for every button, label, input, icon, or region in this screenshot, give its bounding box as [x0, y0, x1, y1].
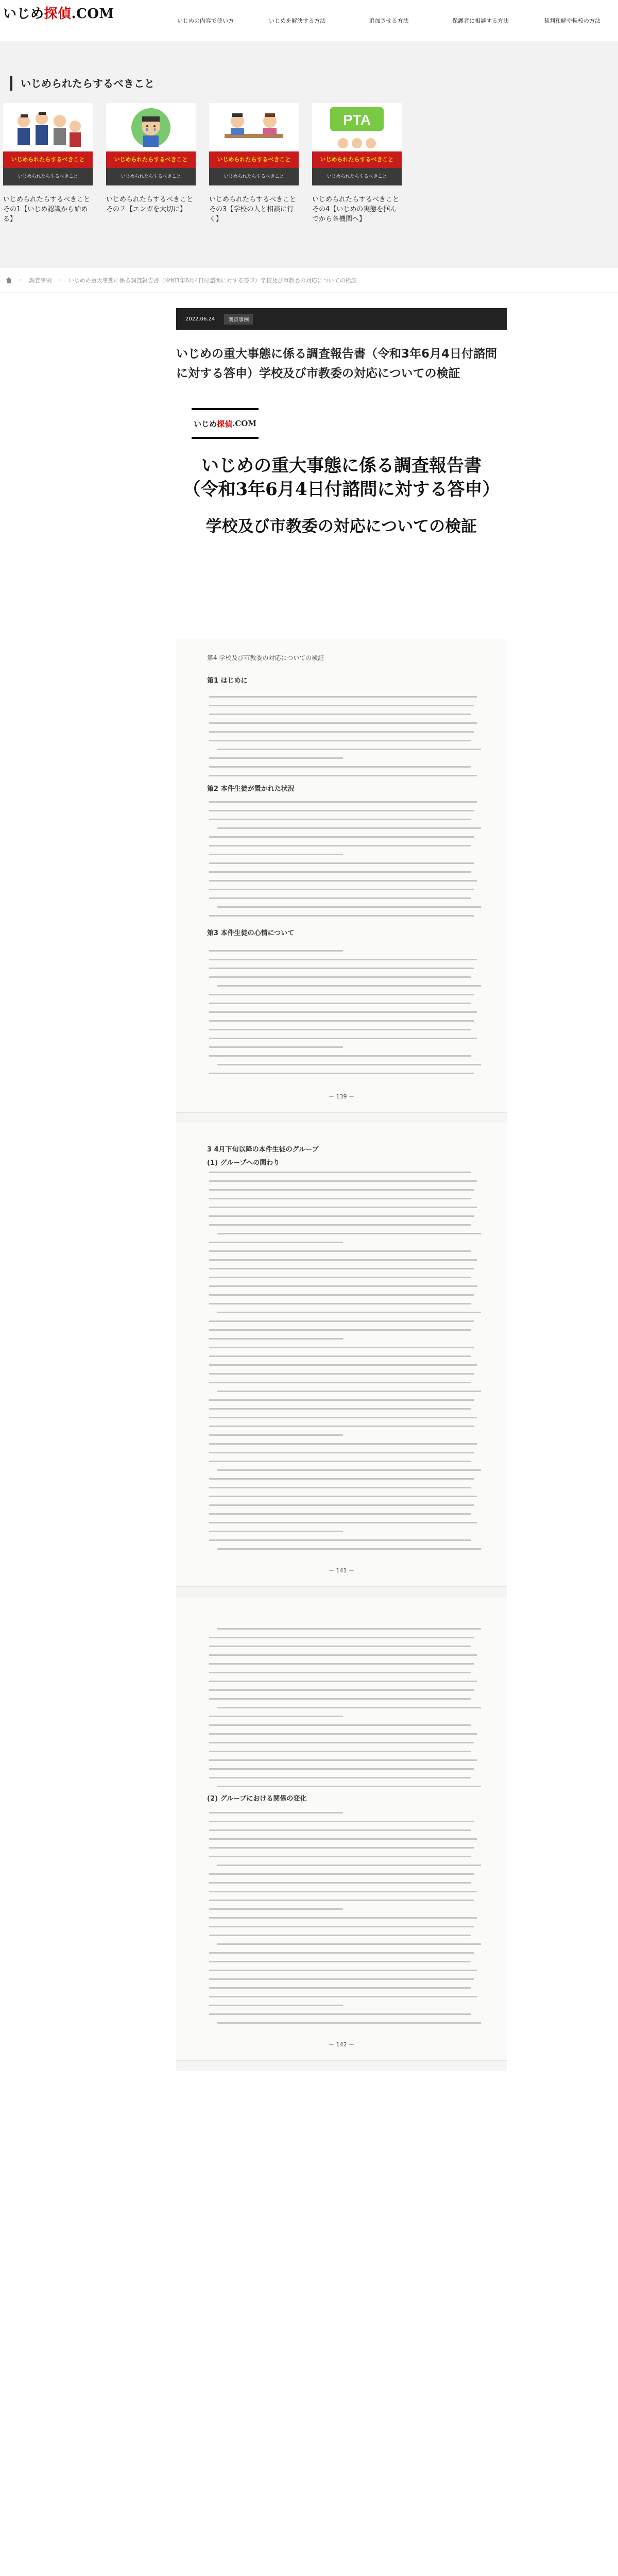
scan-text-line	[209, 897, 471, 899]
scan-section-heading: 第1 はじめに	[207, 677, 248, 685]
scan-text-line	[209, 1672, 471, 1673]
card-thumbnail	[106, 103, 196, 185]
consultation-illustration-icon	[209, 103, 299, 155]
card-title: いじめられたらするべきことその1【いじめ認識から始める】	[3, 196, 91, 223]
hero-logo	[192, 408, 259, 439]
scan-text-line	[209, 1073, 474, 1074]
students-illustration-icon	[3, 103, 93, 155]
scan-text-line	[217, 749, 481, 750]
scan-text-line	[209, 1364, 477, 1366]
nav-item-1[interactable]: いじめの内容で使い方	[177, 18, 234, 24]
scan-text-line	[209, 1338, 343, 1340]
scan-page-number: － 139 －	[329, 1093, 354, 1100]
article-meta-bar	[176, 308, 507, 330]
scan-text-line	[209, 1399, 474, 1401]
scan-text-line	[209, 1408, 471, 1410]
scan-text-line	[209, 1961, 471, 1962]
scan-text-line	[209, 1900, 474, 1901]
scan-text-line	[209, 889, 474, 890]
scan-text-line	[209, 959, 477, 960]
scan-text-line	[209, 1689, 474, 1691]
scan-section-heading: (2) グループにおける関係の変化	[207, 1795, 307, 1803]
scan-text-line	[209, 1777, 471, 1778]
scanned-report-image	[176, 639, 507, 2071]
scan-text-line	[209, 1917, 477, 1919]
scan-text-line	[217, 985, 481, 987]
card-sub-band: いじめられたらするべきこと	[209, 168, 299, 185]
scan-text-line	[209, 1207, 477, 1208]
scan-text-line	[209, 1637, 474, 1638]
breadcrumb-item-current: いじめの重大事態に係る調査報告書（令和3年6月4日付諮問に対する答申）学校及び市教委の対応についての検証	[68, 277, 357, 284]
article-title: いじめの重大事態に係る調査報告書（令和3年6月4日付諮問に対する答申）学校及び市教委の対応についての検証	[176, 347, 497, 380]
featured-card[interactable]	[3, 103, 93, 224]
scan-text-line	[209, 1382, 471, 1383]
crying-child-icon	[106, 103, 196, 155]
logo-text: いじめ	[3, 6, 44, 22]
scan-text-line	[209, 1259, 477, 1261]
scan-text-line	[209, 1198, 471, 1199]
featured-card[interactable]	[209, 103, 299, 224]
scan-text-line	[209, 1020, 474, 1022]
scan-text-line	[209, 1029, 471, 1030]
scan-text-line	[209, 1046, 343, 1048]
scan-text-line	[209, 1443, 477, 1445]
card-title: いじめられたらするべきことその3【学校の人と相談に行く】	[209, 196, 297, 223]
site-logo[interactable]	[3, 3, 114, 22]
scan-section-heading: 第2 本件生徒が置かれた状況	[207, 785, 295, 793]
scan-text-line	[209, 1417, 477, 1418]
scan-text-line	[209, 1724, 471, 1726]
scan-section-heading: 第3 本件生徒の心情について	[207, 929, 295, 937]
featured-card[interactable]	[106, 103, 196, 214]
card-band: いじめられたらするべきこと	[209, 151, 299, 168]
scan-text-line	[209, 1856, 471, 1857]
scan-text-line	[209, 1996, 477, 1997]
scan-text-line	[209, 1487, 471, 1488]
card-sub-band: いじめられたらするべきこと	[106, 168, 196, 185]
scan-text-line	[209, 731, 474, 733]
scan-text-line	[209, 1303, 471, 1304]
scan-text-line	[209, 801, 477, 803]
scan-text-line	[209, 836, 474, 838]
card-band: いじめられたらするべきこと	[3, 151, 93, 168]
scan-text-line	[209, 968, 474, 969]
scan-text-line	[209, 1847, 474, 1849]
article-date: 2022.06.24	[185, 316, 215, 322]
hero-title-line-2: （令和3年6月4日付諮問に対する答申）	[183, 479, 500, 500]
card-band: いじめられたらするべきこと	[312, 151, 402, 168]
scan-text-line	[209, 1654, 477, 1656]
scan-text-line	[209, 1829, 471, 1831]
scan-text-line	[209, 1496, 477, 1497]
scan-text-line	[209, 1285, 477, 1287]
scan-text-line	[209, 1011, 477, 1013]
scan-text-line	[209, 819, 471, 820]
article-category[interactable]: 調査事例	[224, 314, 253, 325]
scan-text-line	[209, 1838, 477, 1840]
hero-logo-red: 探偵	[217, 419, 233, 429]
pta-sign-icon	[312, 103, 402, 155]
scan-text-line	[209, 2013, 471, 2015]
scan-page	[176, 1123, 507, 1587]
scan-text-line	[209, 1504, 474, 1506]
scan-text-line	[209, 766, 471, 768]
scan-page	[176, 639, 507, 1113]
scan-text-line	[209, 1531, 343, 1532]
scan-text-line	[217, 1064, 481, 1065]
scan-section-heading: (1) グループへの関わり	[207, 1159, 280, 1167]
scan-text-line	[209, 871, 471, 873]
global-nav	[160, 0, 618, 41]
scan-text-line	[209, 1215, 474, 1217]
scan-text-line	[209, 1926, 474, 1927]
scan-text-line	[209, 1952, 474, 1954]
scan-text-line	[209, 1908, 343, 1910]
scan-page-number: － 141 －	[329, 1567, 354, 1574]
scan-text-line	[209, 1242, 343, 1243]
scan-text-line	[209, 1716, 343, 1717]
scan-text-line	[209, 845, 471, 846]
scan-text-line	[209, 880, 477, 882]
featured-title: いじめられたらするべきこと	[10, 76, 154, 91]
scan-text-line	[209, 1434, 343, 1436]
scan-text-line	[209, 2005, 343, 2006]
scan-text-line	[209, 1978, 474, 1980]
scan-text-line	[217, 1943, 481, 1945]
scan-text-line	[209, 722, 477, 724]
scan-text-line	[209, 1882, 471, 1884]
scan-text-line	[217, 827, 481, 829]
scan-text-line	[209, 1513, 471, 1515]
scan-text-line	[209, 1873, 474, 1875]
scan-text-line	[217, 1233, 481, 1234]
breadcrumb-item-category[interactable]: 調査事例	[29, 277, 52, 284]
scan-section-heading: 3 4月下旬以降の本件生徒のグループ	[207, 1146, 319, 1154]
scan-text-line	[209, 1320, 474, 1322]
scan-text-line	[209, 950, 343, 952]
scan-text-line	[209, 1426, 474, 1427]
card-title: いじめられたらするべきことその２【エンガを大切に】	[106, 196, 194, 213]
scan-text-line	[209, 1452, 474, 1453]
article	[176, 308, 507, 557]
scan-text-line	[209, 1180, 477, 1182]
scan-page	[176, 1597, 507, 2061]
logo-red-text: 探偵	[44, 6, 72, 22]
article-hero-image	[176, 408, 507, 557]
scan-text-line	[209, 1698, 471, 1700]
scan-text-line	[209, 1329, 471, 1331]
scan-text-line	[209, 1003, 471, 1004]
scan-text-line	[209, 1268, 474, 1269]
scan-text-line	[209, 1733, 477, 1735]
scan-text-line	[209, 1742, 474, 1743]
scan-text-line	[209, 1681, 477, 1682]
scan-text-line	[209, 696, 477, 698]
scan-text-line	[209, 1294, 474, 1296]
card-sub-band: いじめられたらするべきこと	[3, 168, 93, 185]
scan-text-line	[209, 714, 471, 715]
scan-text-line	[209, 775, 477, 776]
hero-logo-suffix: .COM	[232, 419, 256, 428]
nav-item-3[interactable]: 追加させる方法	[369, 18, 409, 24]
scan-text-line	[209, 1821, 474, 1822]
nav-item-4[interactable]: 保護者に相談する方法	[452, 18, 509, 24]
scan-text-line	[209, 740, 471, 741]
scan-text-line	[209, 1172, 471, 1173]
featured-card[interactable]	[312, 103, 402, 224]
scan-text-line	[217, 1391, 481, 1392]
scan-text-line	[209, 976, 471, 978]
scan-text-line	[209, 1759, 477, 1761]
card-band: いじめられたらするべきこと	[106, 151, 196, 168]
card-thumbnail	[209, 103, 299, 185]
hero-logo-text: いじめ	[194, 419, 217, 429]
scan-text-line	[209, 1055, 471, 1057]
nav-item-5[interactable]: 裁判和解や転校の方法	[544, 18, 600, 24]
scan-text-line	[209, 1347, 474, 1348]
scan-text-line	[209, 810, 474, 811]
scan-text-line	[209, 1539, 471, 1541]
scan-text-line	[209, 705, 474, 706]
scan-text-line	[209, 1038, 477, 1039]
scan-text-line	[217, 906, 481, 908]
scan-text-line	[217, 1469, 481, 1471]
card-thumbnail	[3, 103, 93, 185]
scan-page-number: － 142 －	[329, 2041, 354, 2048]
scan-text-line	[217, 1548, 481, 1550]
card-title: いじめられたらするべきことその4【いじめの実態を掴んでから各機関へ】	[312, 196, 400, 223]
scan-text-line	[209, 1970, 477, 1971]
pta-badge-text: PTA	[343, 112, 371, 128]
scan-text-line	[209, 1891, 477, 1892]
scan-text-line	[209, 757, 343, 759]
scan-text-line	[209, 1768, 474, 1770]
scan-text-line	[209, 1373, 474, 1375]
scan-text-line	[209, 862, 474, 864]
scan-text-line	[209, 1935, 471, 1936]
site-header	[0, 0, 618, 41]
scan-page-heading: 第4 学校及び市教委の対応についての検証	[207, 654, 324, 662]
logo-suffix: .COM	[71, 6, 114, 22]
card-thumbnail	[312, 103, 402, 185]
scan-text-line	[217, 1865, 481, 1866]
scan-text-line	[209, 1355, 471, 1357]
scan-text-line	[209, 1224, 471, 1226]
scan-text-line	[217, 1312, 481, 1313]
scan-text-line	[209, 1478, 474, 1480]
scan-text-line	[209, 1646, 471, 1647]
scan-text-line	[209, 1189, 474, 1191]
scan-text-line	[209, 1277, 471, 1278]
scan-text-line	[209, 1987, 471, 1989]
scan-text-line	[209, 1812, 343, 1814]
nav-item-2[interactable]: いじめを解決する方法	[269, 18, 325, 24]
card-sub-band: いじめられたらするべきこと	[312, 168, 402, 185]
scan-text-line	[217, 2022, 481, 2024]
featured-section	[0, 41, 618, 268]
breadcrumb	[0, 268, 618, 293]
hero-title-line-3: 学校及び市教委の対応についての検証	[205, 517, 477, 536]
scan-text-line	[209, 1522, 477, 1523]
scan-text-line	[209, 1461, 471, 1462]
scan-text-line	[209, 854, 343, 855]
home-icon[interactable]	[5, 277, 12, 283]
breadcrumb-separator: ›	[59, 277, 61, 283]
scan-text-line	[209, 1663, 474, 1665]
hero-title-line-1: いじめの重大事態に係る調査報告書	[201, 455, 482, 476]
scan-text-line	[217, 1628, 481, 1630]
scan-text-line	[217, 1786, 481, 1787]
scan-text-line	[217, 1707, 481, 1708]
scan-text-line	[209, 1751, 471, 1752]
scan-text-line	[209, 1250, 471, 1252]
scan-text-line	[209, 994, 474, 995]
scan-text-line	[209, 915, 474, 917]
breadcrumb-separator: ›	[20, 277, 22, 283]
